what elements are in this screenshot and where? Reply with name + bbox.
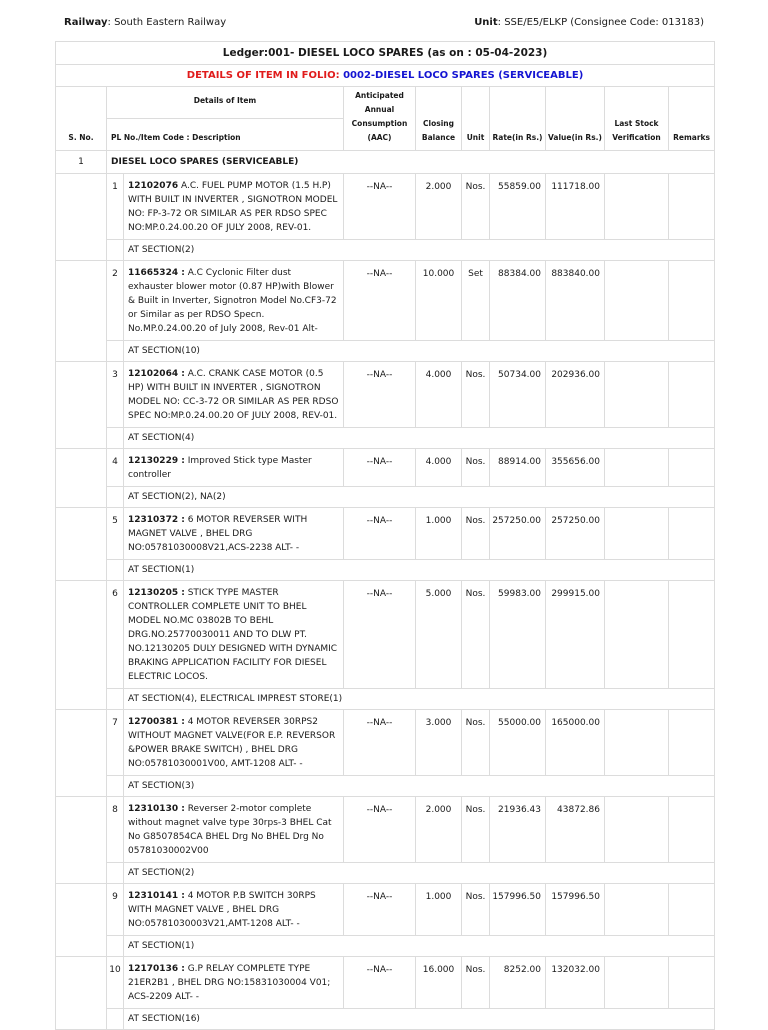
folio-name: 0002-DIESEL LOCO SPARES (SERVICEABLE) [343, 69, 584, 81]
table-row [56, 581, 715, 689]
item-closing-balance: 3.000 [416, 710, 462, 776]
section-row [56, 776, 715, 797]
item-description-cell [124, 174, 344, 240]
item-section: AT SECTION(1) [124, 560, 715, 581]
item-code: 11665324 : [128, 268, 185, 278]
item-value: 165000.00 [546, 710, 605, 776]
item-aac: --NA-- [344, 957, 416, 1009]
section-index-spacer [107, 428, 124, 449]
item-code: 12310372 : [128, 515, 185, 525]
item-value: 257250.00 [546, 508, 605, 560]
item-value: 157996.50 [546, 884, 605, 936]
sno-cell [56, 362, 107, 449]
col-header-unit: Unit [462, 87, 490, 151]
item-last-stock [605, 797, 669, 863]
item-code: 12310130 : [128, 804, 185, 814]
item-remarks [669, 362, 715, 428]
col-header-aac: Anticipated Annual Consumption (AAC) [344, 87, 416, 151]
section-row [56, 487, 715, 508]
item-code: 12170136 : [128, 964, 185, 974]
item-closing-balance: 4.000 [416, 449, 462, 487]
sno-cell [56, 261, 107, 362]
item-closing-balance: 2.000 [416, 797, 462, 863]
item-description-cell [124, 362, 344, 428]
item-rate: 88914.00 [490, 449, 546, 487]
folio-prefix: DETAILS OF ITEM IN FOLIO: [186, 69, 344, 81]
table-row [56, 797, 715, 863]
section-row [56, 689, 715, 710]
col-header-value: Value(in Rs.) [546, 87, 605, 151]
item-closing-balance: 5.000 [416, 581, 462, 689]
item-description: Improved Stick type Master controller [128, 456, 312, 480]
ledger-table [55, 41, 715, 1030]
item-aac: --NA-- [344, 797, 416, 863]
item-index: 1 [107, 174, 124, 240]
item-description-cell [124, 581, 344, 689]
item-index: 6 [107, 581, 124, 689]
section-row [56, 1009, 715, 1030]
item-remarks [669, 797, 715, 863]
table-row [56, 261, 715, 341]
table-row [56, 884, 715, 936]
item-section: AT SECTION(2), NA(2) [124, 487, 715, 508]
item-remarks [669, 449, 715, 487]
section-index-spacer [107, 1009, 124, 1030]
sno-cell [56, 449, 107, 508]
item-description-cell [124, 710, 344, 776]
railway-info [64, 17, 226, 28]
item-unit: Nos. [462, 957, 490, 1009]
item-section: AT SECTION(2) [124, 863, 715, 884]
item-last-stock [605, 449, 669, 487]
item-value: 111718.00 [546, 174, 605, 240]
item-index: 2 [107, 261, 124, 341]
item-aac: --NA-- [344, 710, 416, 776]
item-section: AT SECTION(4), ELECTRICAL IMPREST STORE(1) [124, 689, 715, 710]
item-rate: 257250.00 [490, 508, 546, 560]
item-index: 8 [107, 797, 124, 863]
item-unit: Nos. [462, 797, 490, 863]
sno-cell [56, 508, 107, 581]
item-aac: --NA-- [344, 261, 416, 341]
item-rate: 21936.43 [490, 797, 546, 863]
sno-cell [56, 174, 107, 261]
item-unit: Nos. [462, 362, 490, 428]
item-rate: 59983.00 [490, 581, 546, 689]
item-description-cell [124, 508, 344, 560]
section-index-spacer [107, 240, 124, 261]
item-aac: --NA-- [344, 174, 416, 240]
item-code: 12700381 : [128, 717, 185, 727]
item-aac: --NA-- [344, 508, 416, 560]
section-index-spacer [107, 863, 124, 884]
item-description-cell [124, 957, 344, 1009]
group-sno: 1 [56, 151, 107, 174]
item-code: 12130229 : [128, 456, 185, 466]
section-index-spacer [107, 776, 124, 797]
col-header-details: Details of Item [107, 87, 344, 119]
table-row [56, 508, 715, 560]
item-index: 5 [107, 508, 124, 560]
item-rate: 50734.00 [490, 362, 546, 428]
item-code: 12102064 : [128, 369, 185, 379]
item-description: A.C. CRANK CASE MOTOR (0.5 HP) WITH BUILT IN INVERTER , SIGNOTRON MODEL NO: CC-3-72 OR SIMILAR AS PER RDSO SPEC NO:MP.0.24.00.20 OF JULY 2008, REV-01. [128, 369, 339, 421]
item-last-stock [605, 261, 669, 341]
item-section: AT SECTION(1) [124, 936, 715, 957]
ledger-title: Ledger:001- DIESEL LOCO SPARES (as on : 05-04-2023) [56, 42, 715, 65]
table-row [56, 362, 715, 428]
item-remarks [669, 261, 715, 341]
col-header-pl-desc: PL No./Item Code : Description [107, 119, 344, 151]
item-description: G.P RELAY COMPLETE TYPE 21ER2B1 , BHEL DRG NO:15831030004 V01; ACS-2209 ALT- - [128, 964, 331, 1002]
item-description-cell [124, 261, 344, 341]
table-row [56, 449, 715, 487]
item-unit: Set [462, 261, 490, 341]
item-unit: Nos. [462, 508, 490, 560]
item-rate: 88384.00 [490, 261, 546, 341]
item-section: AT SECTION(16) [124, 1009, 715, 1030]
item-value: 43872.86 [546, 797, 605, 863]
sno-cell [56, 710, 107, 797]
item-description: Reverser 2-motor complete without magnet valve type 30rps-3 BHEL Cat No G8507854CA BHEL Drg No BHEL Drg No 05781030002V00 [128, 804, 332, 856]
railway-label: Railway [64, 17, 108, 28]
item-unit: Nos. [462, 581, 490, 689]
item-description: STICK TYPE MASTER CONTROLLER COMPLETE UNIT TO BHEL MODEL NO.MC 03802B TO BEHL DRG.NO.25770030011 AND TO DLW PT. NO.12130205 DULY DESIGNED WITH DYNAMIC BRAKING APPLICATION FACILITY FOR DIESEL ELECTRIC LOCOS. [128, 588, 338, 682]
item-description: 6 MOTOR REVERSER WITH MAGNET VALVE , BHEL DRG NO:05781030008V21,ACS-2238 ALT- - [128, 515, 308, 553]
item-index: 9 [107, 884, 124, 936]
railway-value: : South Eastern Railway [107, 17, 227, 28]
item-unit: Nos. [462, 710, 490, 776]
unit-value: : SSE/E5/ELKP (Consignee Code: 013183) [497, 17, 704, 28]
item-remarks [669, 884, 715, 936]
item-value: 355656.00 [546, 449, 605, 487]
table-row [56, 174, 715, 240]
item-section: AT SECTION(10) [124, 341, 715, 362]
sno-cell [56, 581, 107, 710]
section-index-spacer [107, 341, 124, 362]
item-description: A.C Cyclonic Filter dust exhauster blower motor (0.87 HP)with Blower & Built in Inverter, Signotron Model No.CF3-72 or Similar as per RDSO Specn. No.MP.0.24.00.20 of July 2008, Rev-01 Alt- [128, 268, 337, 334]
item-rate: 55000.00 [490, 710, 546, 776]
item-value: 132032.00 [546, 957, 605, 1009]
item-index: 4 [107, 449, 124, 487]
item-closing-balance: 1.000 [416, 884, 462, 936]
item-last-stock [605, 362, 669, 428]
item-code: 12102076 [128, 181, 179, 191]
sno-cell [56, 797, 107, 884]
section-index-spacer [107, 487, 124, 508]
section-row [56, 863, 715, 884]
item-remarks [669, 174, 715, 240]
item-last-stock [605, 508, 669, 560]
item-description: 4 MOTOR P.B SWITCH 30RPS WITH MAGNET VALVE , BHEL DRG NO:05781030003V21,AMT-1208 ALT- - [128, 891, 316, 929]
item-section: AT SECTION(4) [124, 428, 715, 449]
item-aac: --NA-- [344, 449, 416, 487]
unit-label: Unit [474, 17, 498, 28]
item-aac: --NA-- [344, 362, 416, 428]
item-aac: --NA-- [344, 884, 416, 936]
item-description-cell [124, 449, 344, 487]
col-header-sno: S. No. [56, 87, 107, 151]
item-unit: Nos. [462, 449, 490, 487]
col-header-rate: Rate(in Rs.) [490, 87, 546, 151]
section-index-spacer [107, 936, 124, 957]
item-section: AT SECTION(2) [124, 240, 715, 261]
item-closing-balance: 10.000 [416, 261, 462, 341]
item-last-stock [605, 581, 669, 689]
item-index: 10 [107, 957, 124, 1009]
item-description: 4 MOTOR REVERSER 30RPS2 WITHOUT MAGNET VALVE(FOR E.P. REVERSOR &POWER BRAKE SWITCH) , BHEL DRG NO:05781030001V00, AMT-1208 ALT- - [128, 717, 336, 769]
document-header [64, 17, 704, 33]
group-name: DIESEL LOCO SPARES (SERVICEABLE) [107, 151, 715, 174]
item-last-stock [605, 957, 669, 1009]
item-description-cell [124, 797, 344, 863]
section-index-spacer [107, 689, 124, 710]
item-closing-balance: 16.000 [416, 957, 462, 1009]
section-row [56, 936, 715, 957]
item-last-stock [605, 884, 669, 936]
item-value: 299915.00 [546, 581, 605, 689]
section-row [56, 560, 715, 581]
item-section: AT SECTION(3) [124, 776, 715, 797]
item-aac: --NA-- [344, 581, 416, 689]
sno-cell [56, 957, 107, 1030]
sno-cell [56, 884, 107, 957]
item-code: 12130205 : [128, 588, 185, 598]
item-remarks [669, 710, 715, 776]
table-row [56, 710, 715, 776]
item-remarks [669, 508, 715, 560]
item-description: A.C. FUEL PUMP MOTOR (1.5 H.P) WITH BUILT IN INVERTER , SIGNOTRON MODEL NO: FP-3-72 OR SIMILAR AS PER RDSO SPEC NO:MP.0.24.00.20 OF JULY 2008, REV-01. [128, 181, 338, 233]
item-rate: 55859.00 [490, 174, 546, 240]
item-closing-balance: 4.000 [416, 362, 462, 428]
item-remarks [669, 957, 715, 1009]
item-closing-balance: 2.000 [416, 174, 462, 240]
item-last-stock [605, 174, 669, 240]
item-unit: Nos. [462, 174, 490, 240]
item-unit: Nos. [462, 884, 490, 936]
section-row [56, 341, 715, 362]
folio-heading [56, 65, 715, 87]
section-row [56, 240, 715, 261]
col-header-last-stock: Last Stock Verification [605, 87, 669, 151]
item-rate: 157996.50 [490, 884, 546, 936]
item-index: 7 [107, 710, 124, 776]
item-description-cell [124, 884, 344, 936]
item-value: 883840.00 [546, 261, 605, 341]
item-closing-balance: 1.000 [416, 508, 462, 560]
item-rate: 8252.00 [490, 957, 546, 1009]
col-header-closing: Closing Balance [416, 87, 462, 151]
item-code: 12310141 : [128, 891, 185, 901]
table-row [56, 957, 715, 1009]
section-row [56, 428, 715, 449]
item-last-stock [605, 710, 669, 776]
item-value: 202936.00 [546, 362, 605, 428]
section-index-spacer [107, 560, 124, 581]
item-index: 3 [107, 362, 124, 428]
unit-info [474, 17, 704, 28]
item-remarks [669, 581, 715, 689]
col-header-remarks: Remarks [669, 87, 715, 151]
